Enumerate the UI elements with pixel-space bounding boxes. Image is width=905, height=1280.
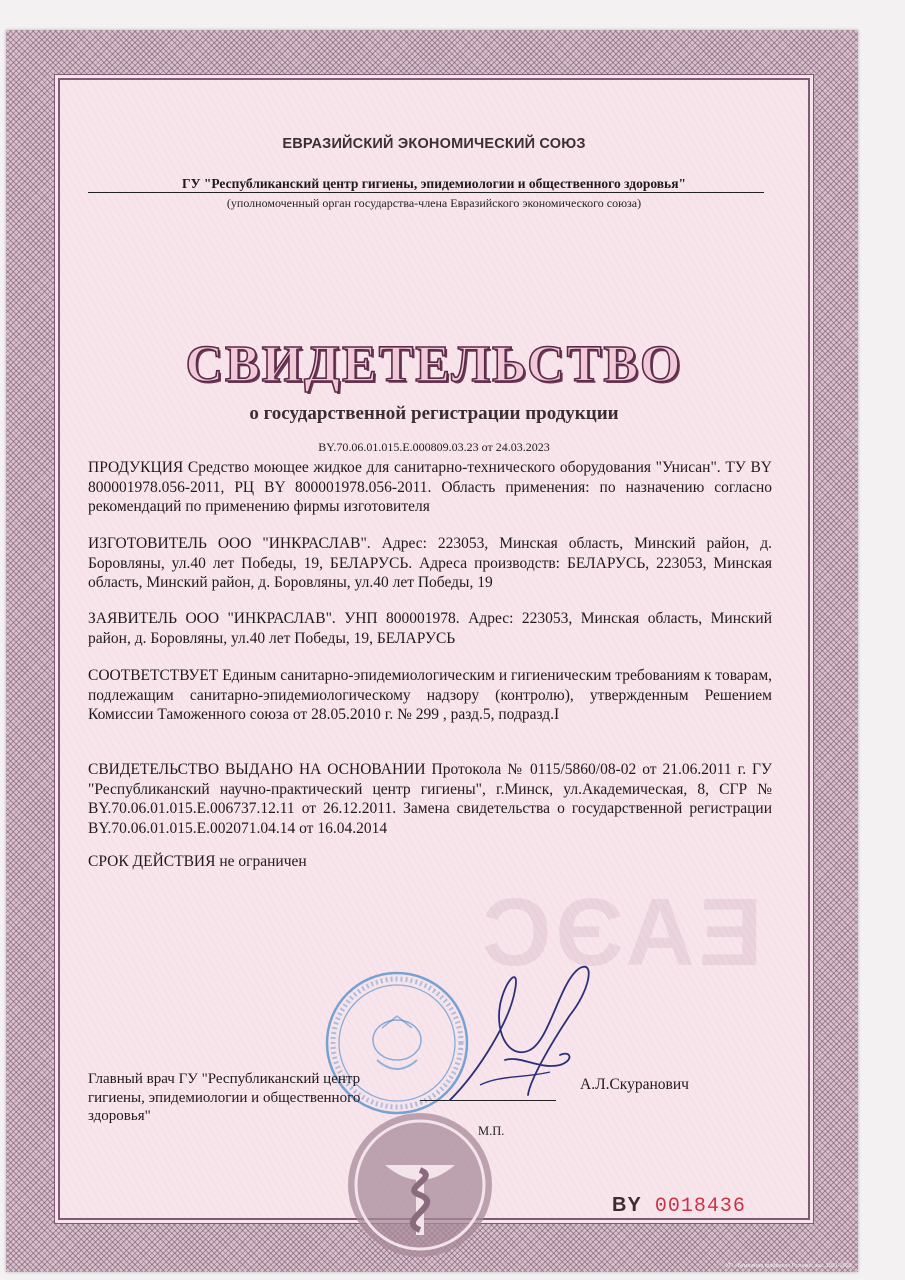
- certificate-title: СВИДЕТЕЛЬСТВО: [185, 336, 683, 393]
- applicant-text: ООО "ИНКРАСЛАВ". УНП 800001978. Адрес: 223053, Минская область, Минский район, д. Боровляны, ул.40 лет Победы, 19, БЕЛАРУСЬ: [88, 610, 772, 647]
- seal-label: М.П.: [478, 1124, 505, 1138]
- certificate-paper: [6, 30, 858, 1272]
- certificate-subtitle: о государственной регистрации продукции: [249, 403, 619, 424]
- basis-label: СВИДЕТЕЛЬСТВО ВЫДАНО НА ОСНОВАНИИ: [88, 761, 426, 778]
- union-title: ЕВРАЗИЙСКИЙ ЭКОНОМИЧЕСКИЙ СОЮЗ: [282, 136, 586, 152]
- validity-text: не ограничен: [219, 853, 307, 870]
- compliance-section: [88, 666, 772, 725]
- product-label: ПРОДУКЦИЯ: [88, 459, 184, 476]
- applicant-label: ЗАЯВИТЕЛЬ: [88, 610, 177, 627]
- basis-text: Протокола № 0115/5860/08-02 от 21.06.2011 г. ГУ "Республиканский научно-практический центр гигиены", г.Минск, ул.Академическая, 8, СГР № BY.70.06.01.015.E.006737.12.11 от 26.12.2011. Замена свидетельства о государственной регистрации BY.70.06.01.015.E.002071.04.14 от 16.04.2014: [88, 761, 772, 837]
- hygiene-emblem-icon: [345, 1110, 495, 1260]
- validity-section: [88, 853, 307, 871]
- compliance-label: СООТВЕТСТВУЕТ: [88, 667, 219, 684]
- signer-name: А.Л.Скуранович: [580, 1076, 689, 1093]
- manufacturer-label: ИЗГОТОВИТЕЛЬ: [88, 535, 207, 552]
- validity-label: СРОК ДЕЙСТВИЯ: [88, 853, 216, 870]
- manufacturer-section: [88, 534, 772, 593]
- serial-prefix: BY: [612, 1194, 642, 1216]
- serial-digits: 0018436: [654, 1195, 746, 1218]
- manufacturer-text: ООО "ИНКРАСЛАВ". Адрес: 223053, Минская область, Минский район, д. Боровляны, ул.40 лет Победы, 19, БЕЛАРУСЬ. Адреса производств: БЕЛАРУСЬ, 223053, Минская область, Минский район, д. Боровляны, ул.40 лет Победы, 19: [88, 535, 772, 591]
- organization-underline: [88, 192, 764, 193]
- issuing-organization: ГУ "Республиканский центр гигиены, эпидемиологии и общественного здоровья": [181, 176, 686, 191]
- basis-section: [88, 760, 772, 838]
- registration-number: BY.70.06.01.015.E.000809.03.23 от 24.03.2023: [318, 440, 550, 454]
- compliance-text: Единым санитарно-эпидемиологическим и гигиеническим требованиям к товарам, подлежащим санитарно-эпидемиологическому надзору (контролю), утвержденным Решением Комиссии Таможенного союза от 28.05.2010 г. № 299 , разд.5, подразд.I: [88, 667, 772, 723]
- organization-note: (уполномоченный орган государства-члена Евразийского экономического союза): [226, 196, 642, 210]
- serial-number: [612, 1194, 746, 1218]
- printer-footer-note: УП «Бумажная фабрика» Гознака, зак. 1931-2023: [725, 1263, 852, 1269]
- applicant-section: [88, 609, 772, 648]
- certificate-inner-frame: [58, 78, 810, 1220]
- eaeu-watermark: ЕАЭС: [478, 879, 763, 986]
- signer-title: Главный врач ГУ "Республиканский центр гигиены, эпидемиологии и общественного здоровья": [88, 1071, 361, 1124]
- product-text: Средство моющее жидкое для санитарно-технического оборудования "Унисан". ТУ BY 800001978.056-2011, РЦ BY 800001978.056-2011. Область применения: по назначению согласно рекомендаций по применению фирмы изготовителя: [88, 459, 772, 515]
- product-section: [88, 458, 772, 517]
